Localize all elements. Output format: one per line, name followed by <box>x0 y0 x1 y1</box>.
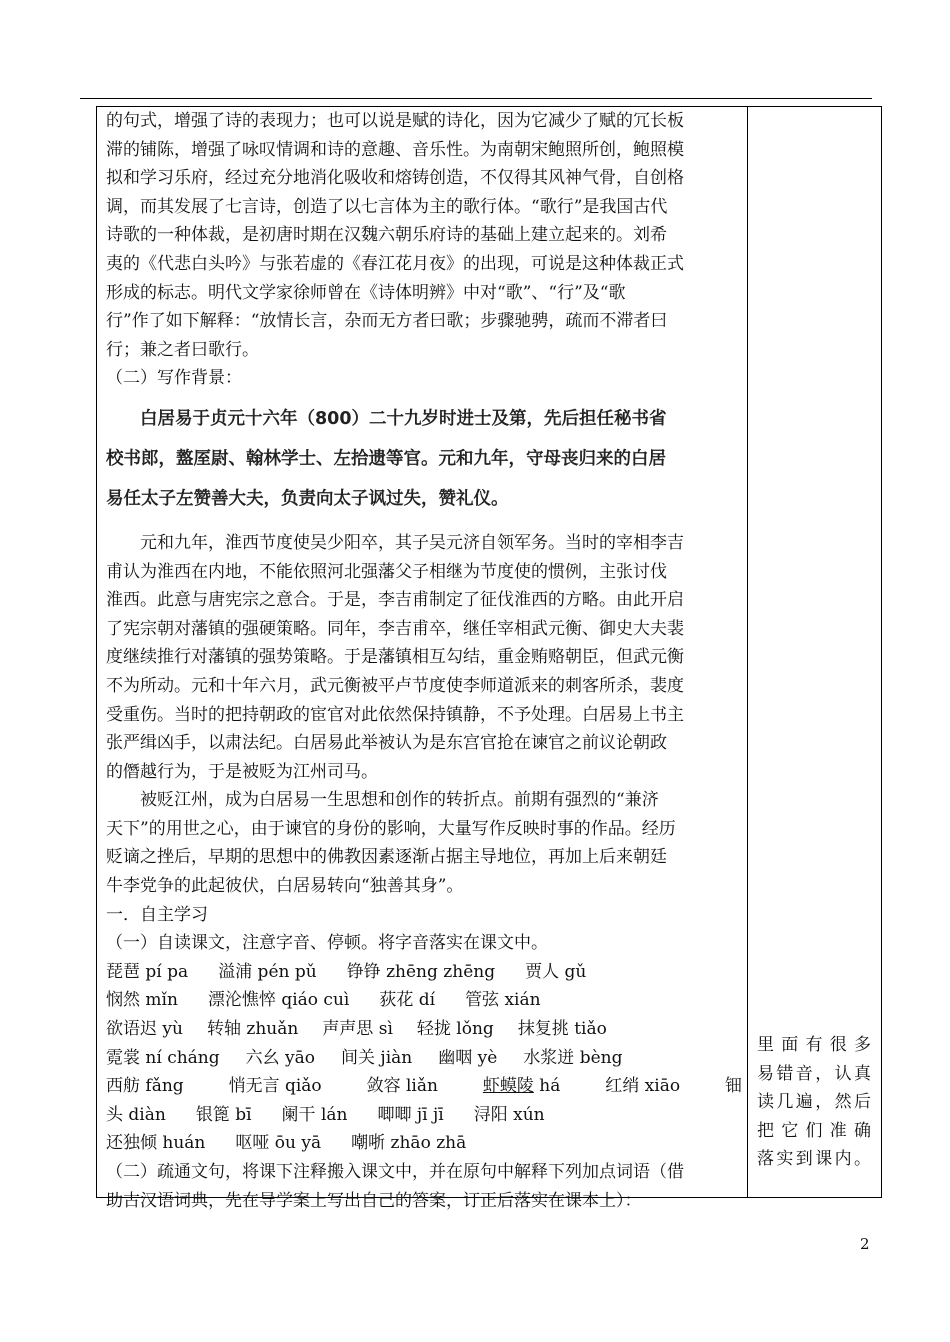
turning-point-paragraph <box>106 786 742 900</box>
pinyin-item: 幽咽 yè <box>438 1047 498 1068</box>
pinyin-item: 水浆迸 bèng <box>523 1047 623 1068</box>
text-line: 贬谪之挫后，早期的思想中的佛教因素逐渐占据主导地位，再加上后来朝廷 <box>106 847 667 868</box>
pinyin-item: 贾人 gǔ <box>525 961 587 982</box>
text-line: 助古汉语词典，先在导学案上写出自己的答案，订正后落实在课本上）： <box>106 1190 642 1211</box>
side-note-line: 把它们准确 <box>757 1120 871 1141</box>
task-one: （一）自读课文，注意字音、停顿。将字音落实在课文中。 <box>106 933 548 954</box>
pinyin-item: 西舫 fǎng <box>106 1076 184 1097</box>
pinyin-row <box>106 1101 742 1130</box>
text-line: 天下”的用世之心，由于谏官的身份的影响，大量写作反映时事的作品。经历 <box>106 818 676 839</box>
pinyin-item: 还独倾 huán <box>106 1133 206 1154</box>
main-column <box>106 107 742 1215</box>
text-line: 度继续推行对藩镇的强势策略。于是藩镇相互勾结，重金贿赂朝臣，但武元衡 <box>106 647 684 668</box>
text-line: 甫认为淮西在内地，不能依照河北强藩父子相继为节度使的惯例，主张讨伐 <box>106 561 667 582</box>
background-bold-block <box>106 393 742 529</box>
pinyin-item: 头 diàn <box>106 1104 166 1125</box>
history-paragraph <box>106 529 742 786</box>
pinyin-row <box>106 1072 742 1101</box>
side-note-line: 落实到课内。 <box>757 1149 871 1170</box>
pinyin-item: 溢浦 pén pǔ <box>218 961 317 982</box>
text-line: 行”作了如下解释：“放情长言，杂而无方者曰歌；步骤驰骋，疏而不滞者曰 <box>106 311 668 332</box>
pinyin-item: 铮铮 zhēng zhēng <box>346 961 496 982</box>
pinyin-item: 琵琶 pí pa <box>106 961 189 982</box>
pinyin-row <box>106 986 742 1015</box>
pinyin-item: 霓裳 ní cháng <box>106 1047 220 1068</box>
pinyin-item: 轻拢 lǒng <box>416 1019 494 1040</box>
pinyin-item: 浔阳 xún <box>473 1104 545 1125</box>
content-table <box>96 106 882 1211</box>
pinyin-list <box>106 958 742 1158</box>
pinyin-item: 抹复挑 tiǎo <box>517 1019 607 1040</box>
text-line: 被贬江州，成为白居易一生思想和创作的转折点。前期有强烈的“兼济 <box>140 790 659 811</box>
text-line: 夷的《代悲白头吟》与张若虚的《春江花月夜》的出现，可说是这种体裁正式 <box>106 253 684 274</box>
text-line: 白居易于贞元十六年（800）二十九岁时进士及第，先后担任秘书省 <box>140 408 667 429</box>
pinyin-item: 悯然 mǐn <box>106 990 178 1011</box>
intro-paragraph <box>106 107 742 364</box>
pinyin-item: 呕哑 ōu yā <box>235 1133 322 1154</box>
text-line: 诗歌的一种体裁，是初唐时期在汉魏六朝乐府诗的基础上建立起来的。刘希 <box>106 225 667 246</box>
pinyin-row <box>106 1044 742 1073</box>
text-line: 了宪宗朝对藩镇的强硬策略。同年，李吉甫卒，继任宰相武元衡、御史大夫裴 <box>106 618 684 639</box>
pinyin-item: 悄无言 qiǎo <box>228 1076 322 1097</box>
task-two <box>106 1158 742 1215</box>
background-heading: （二）写作背景： <box>106 368 242 389</box>
text-line: 形成的标志。明代文学家徐师曾在《诗体明辨》中对“歌”、“行”及“歌 <box>106 282 626 303</box>
pinyin-item: 欲语迟 yù <box>106 1019 183 1040</box>
pinyin-item: 转轴 zhuǎn <box>206 1019 299 1040</box>
pinyin-row <box>106 1015 742 1044</box>
text-line: 受重伤。当时的把持朝政的宦官对此依然保持镇静，不予处理。白居易上书主 <box>106 704 684 725</box>
text-line: 行；兼之者曰歌行。 <box>106 339 259 360</box>
pinyin-reading: há <box>533 1076 561 1097</box>
text-line: 校书郎，盩厔尉、翰林学士、左拾遗等官。元和九年，守母丧归来的白居 <box>106 448 666 469</box>
text-line: 调，而其发展了七言诗，创造了以七言体为主的歌行体。“歌行”是我国古代 <box>106 196 668 217</box>
text-line: 张严缉凶手，以肃法纪。白居易此举被认为是东宫官抢在谏官之前议论朝政 <box>106 733 667 754</box>
side-note-line: 读几遍，然后 <box>757 1092 871 1113</box>
pinyin-item: 阑干 lán <box>281 1104 348 1125</box>
pinyin-item-underlined <box>483 1072 561 1101</box>
text-line: 的僭越行为，于是被贬为江州司马。 <box>106 761 378 782</box>
pinyin-item: 敛容 liǎn <box>366 1076 438 1097</box>
pinyin-item: 银篦 bī <box>195 1104 252 1125</box>
side-note-line: 易错音，认真 <box>757 1063 871 1084</box>
text-line: 的句式，增强了诗的表现力；也可以说是赋的诗化，因为它减少了赋的冗长板 <box>106 111 684 131</box>
pinyin-item: 声声思 sì <box>322 1019 393 1040</box>
column-divider <box>747 107 748 1197</box>
side-note-line: 里面有很多 <box>757 1035 871 1055</box>
pinyin-item: 管弦 xián <box>465 990 541 1011</box>
header-rule <box>80 98 872 99</box>
text-line: 拟和学习乐府，经过充分地消化吸收和熔铸创造，不仅得其风神气骨，自创格 <box>106 168 684 189</box>
pinyin-item: 六幺 yāo <box>245 1047 316 1068</box>
text-line: 淮西。此意与唐宪宗之意合。于是，李吉甫制定了征伐淮西的方略。由此开启 <box>106 590 684 611</box>
pinyin-item: 嘲哳 zhāo zhā <box>351 1133 467 1154</box>
pinyin-item: 间关 jiàn <box>341 1047 413 1068</box>
text-line: 滞的铺陈，增强了咏叹情调和诗的意趣、音乐性。为南朝宋鲍照所创，鲍照模 <box>106 139 684 160</box>
text-line: 不为所动。元和十年六月，武元衡被平卢节度使李师道派来的刺客所杀，裴度 <box>106 675 684 696</box>
pinyin-item: 漂沦憔悴 qiáo cuì <box>207 990 350 1011</box>
pinyin-item: 唧唧 jī jī <box>377 1104 444 1125</box>
pinyin-item: 红绡 xiāo <box>605 1076 681 1097</box>
text-line: 易任太子左赞善大夫，负责向太子讽过失，赞礼仪。 <box>106 488 509 509</box>
pinyin-item: 钿 <box>724 1076 742 1097</box>
section-heading: 一．自主学习 <box>106 904 208 925</box>
pinyin-item: 荻花 dí <box>379 990 436 1011</box>
page-number: 2 <box>860 1235 870 1253</box>
text-line: （二）疏通文句，将课下注释搬入课文中，并在原句中解释下列加点词语（借 <box>106 1162 684 1182</box>
pinyin-row <box>106 958 742 987</box>
underlined-word: 虾蟆陵 <box>482 1076 534 1097</box>
side-note <box>757 1031 871 1174</box>
pinyin-row <box>106 1129 742 1158</box>
text-line: 牛李党争的此起彼伏，白居易转向“独善其身”。 <box>106 876 464 897</box>
text-line: 元和九年，淮西节度使吴少阳卒，其子吴元济自领军务。当时的宰相李吉 <box>140 532 684 553</box>
